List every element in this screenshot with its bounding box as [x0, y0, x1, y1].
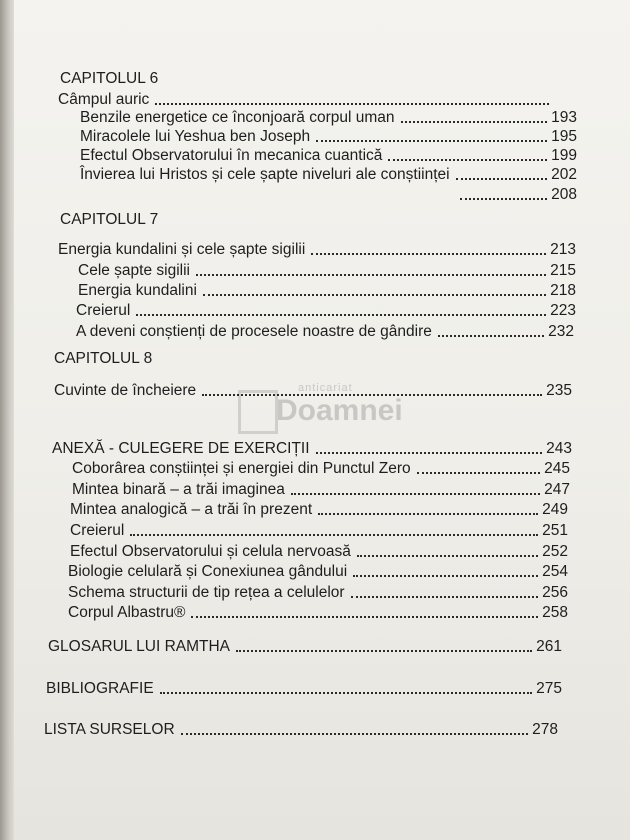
toc-entry-page: 247: [544, 481, 570, 498]
toc-entry-page: 258: [542, 604, 568, 621]
toc-entry: [80, 166, 577, 184]
watermark-small-text: anticariat: [298, 382, 353, 394]
toc-entry-label: Învierea lui Hristos și cele șapte niveluri ale conștiinței: [80, 166, 450, 183]
toc-entry-label: Mintea binară – a trăi imaginea: [72, 481, 285, 498]
leader-dots: [353, 575, 538, 577]
toc-entry-label: Efectul Observatorului și celula nervoasă: [70, 543, 351, 560]
toc-entry-chapter-8-title: [54, 382, 572, 400]
toc-entry-page: 252: [542, 543, 568, 560]
toc-entry-label: Creierul: [76, 302, 131, 319]
leader-dots: [311, 253, 546, 255]
toc-entry-page: 193: [551, 109, 577, 126]
leader-dots: [136, 314, 546, 316]
toc-entry-label: A deveni conștienți de procesele noastre de gândire: [76, 323, 432, 340]
toc-entry: [80, 109, 577, 127]
toc-entry: [70, 522, 568, 540]
toc-entry-page: 261: [536, 638, 562, 655]
toc-entry-page: 251: [542, 522, 568, 539]
toc-entry-label: Cuvinte de încheiere: [54, 382, 197, 399]
leader-dots: [417, 472, 541, 474]
toc-entry: [80, 128, 577, 146]
leader-dots: [460, 198, 547, 200]
toc-entry-label: Corpul Albastru®: [68, 604, 186, 621]
toc-entry-label: LISTA SURSELOR: [44, 721, 175, 738]
toc-entry-page: 232: [548, 323, 574, 340]
toc-entry-page: 275: [536, 680, 562, 697]
toc-entry-page: 243: [546, 440, 572, 457]
toc-entry: [70, 543, 568, 561]
leader-dots: [316, 140, 547, 142]
toc-entry: [68, 604, 568, 622]
toc-entry-label: ANEXĂ - CULEGERE DE EXERCIȚII: [52, 440, 310, 457]
toc-entry-chapter-7-title: [58, 241, 576, 259]
toc-entry-page: 208: [551, 186, 577, 203]
leader-dots: [357, 555, 538, 557]
toc-entry-page: 213: [550, 241, 576, 258]
toc-entry-bibliography: [46, 680, 562, 698]
toc-entry-page: 195: [551, 128, 577, 145]
toc-entry-label: Benzile energetice ce înconjoară corpul uman: [80, 109, 395, 126]
toc-entry-annex-title: [52, 440, 572, 458]
chapter-6-heading: CAPITOLUL 6: [60, 70, 159, 87]
toc-entry-page: 249: [542, 501, 568, 518]
leader-dots: [401, 121, 548, 123]
toc-entry-page: 254: [542, 563, 568, 580]
toc-entry: [80, 147, 577, 165]
toc-entry: [72, 460, 570, 478]
leader-dots: [202, 394, 542, 396]
leader-dots: [236, 650, 532, 652]
leader-dots: [203, 294, 546, 296]
toc-entry: [78, 262, 576, 280]
chapter-7-heading: CAPITOLUL 7: [60, 211, 159, 228]
toc-entry-label: Mintea analogică – a trăi în prezent: [70, 501, 313, 518]
toc-entry: [70, 501, 568, 519]
leader-dots: [351, 596, 539, 598]
toc-entry-page: 223: [550, 302, 576, 319]
toc-entry: [76, 323, 574, 341]
toc-entry-page: 218: [550, 282, 576, 299]
toc-entry-page: 202: [551, 166, 577, 183]
watermark-text: Doamnei: [276, 394, 403, 427]
toc-entry-label: BIBLIOGRAFIE: [46, 680, 154, 697]
leader-dots: [130, 534, 538, 536]
toc-entry-label: GLOSARUL LUI RAMTHA: [48, 638, 231, 655]
toc-entry-label: Energia kundalini și cele șapte sigilii: [58, 241, 306, 258]
toc-entry-page: 215: [550, 262, 576, 279]
toc-entry-page: 256: [542, 584, 568, 601]
toc-entry-label: Miracolele lui Yeshua ben Joseph: [80, 128, 311, 145]
toc-entry-label: Biologie celulară și Conexiunea gândului: [68, 563, 348, 580]
toc-entry-page: 199: [551, 147, 577, 164]
leader-dots: [318, 513, 538, 515]
leader-dots: [181, 733, 528, 735]
toc-entry: [68, 563, 568, 581]
toc-entry-page: 245: [544, 460, 570, 477]
toc-entry: [80, 186, 577, 204]
toc-entry-label: Cele șapte sigilii: [78, 262, 190, 279]
leader-dots: [388, 159, 547, 161]
chapter-8-heading: CAPITOLUL 8: [54, 350, 153, 367]
toc-entry-page: 235: [546, 382, 572, 399]
toc-entry-label: Coborârea conștiinței și energiei din Punctul Zero: [72, 460, 411, 477]
toc-entry: [78, 282, 576, 300]
leader-dots: [456, 178, 548, 180]
toc-entry-label: Efectul Observatorului în mecanica cuantică: [80, 147, 383, 164]
toc-entry: [68, 584, 568, 602]
leader-dots: [196, 274, 546, 276]
leader-dots: [438, 335, 544, 337]
toc-entry-label: Schema structurii de tip rețea a celulelor: [68, 584, 345, 601]
toc-entry: [72, 481, 570, 499]
toc-entry-chapter-6-title: [58, 91, 575, 109]
toc-entry-sources: [44, 721, 558, 739]
toc-entry-glossary: [48, 638, 562, 656]
leader-dots: [160, 692, 532, 694]
toc-entry-label: Energia kundalini: [78, 282, 197, 299]
toc-entry-label: Creierul: [70, 522, 125, 539]
leader-dots: [191, 616, 538, 618]
toc-entry-label: Câmpul auric: [58, 91, 150, 108]
leader-dots: [155, 103, 549, 105]
toc-entry: [76, 302, 576, 320]
leader-dots: [316, 452, 543, 454]
toc-entry-page: 278: [532, 721, 558, 738]
leader-dots: [291, 493, 540, 495]
